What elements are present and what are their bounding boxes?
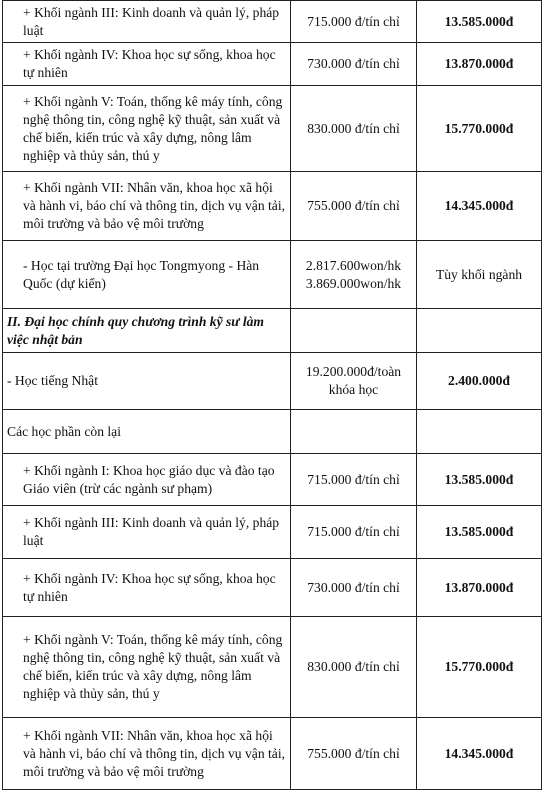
table-row xyxy=(3,172,542,241)
fee-per-credit-cell: 755.000 đ/tín chỉ xyxy=(291,172,417,241)
program-name-cell: Các học phần còn lại xyxy=(3,410,291,454)
program-name-cell: + Khối ngành VII: Nhân văn, khoa học xã hội và hành vi, báo chí và thông tin, dịch vụ vận tải, môi trường và bảo vệ môi trường xyxy=(3,172,291,241)
annual-fee-cell: 13.870.000đ xyxy=(417,43,542,86)
fee-per-credit-cell xyxy=(291,410,417,454)
annual-fee-cell: 13.585.000đ xyxy=(417,454,542,506)
program-name-cell: - Học tại trường Đại học Tongmyong - Hàn Quốc (dự kiến) xyxy=(3,241,291,309)
table-row xyxy=(3,410,542,454)
table-row xyxy=(3,617,542,718)
fee-line: 19.200.000đ/toàn xyxy=(305,364,402,379)
fee-per-credit-cell: 755.000 đ/tín chỉ xyxy=(291,718,417,790)
annual-fee-cell xyxy=(417,309,542,353)
table-row xyxy=(3,43,542,86)
table-row xyxy=(3,353,542,410)
table-row xyxy=(3,241,542,309)
table-row xyxy=(3,506,542,559)
fee-per-credit-cell: 830.000 đ/tín chỉ xyxy=(291,617,417,718)
program-name-cell: + Khối ngành IV: Khoa học sự sống, khoa học tự nhiên xyxy=(3,559,291,617)
program-name-cell: + Khối ngành V: Toán, thống kê máy tính, công nghệ thông tin, công nghệ kỹ thuật, sản xuất và chế biến, kiến trúc và xây dựng, nông lâm nghiệp và thủy sản, thú y xyxy=(3,86,291,172)
table-row xyxy=(3,454,542,506)
table-row xyxy=(3,1,542,43)
fee-per-semester-cell xyxy=(291,241,417,309)
annual-fee-cell: 15.770.000đ xyxy=(417,86,542,172)
program-name-cell: + Khối ngành IV: Khoa học sự sống, khoa học tự nhiên xyxy=(3,43,291,86)
annual-fee-cell: 14.345.000đ xyxy=(417,718,542,790)
fee-per-credit-cell xyxy=(291,309,417,353)
fee-per-credit-cell: 730.000 đ/tín chỉ xyxy=(291,43,417,86)
annual-fee-cell: 14.345.000đ xyxy=(417,172,542,241)
fee-per-credit-cell: 715.000 đ/tín chỉ xyxy=(291,1,417,43)
fee-line: 3.869.000won/hk xyxy=(305,275,402,291)
program-name-cell: + Khối ngành III: Kinh doanh và quản lý, pháp luật xyxy=(3,1,291,43)
fee-per-credit-cell: 830.000 đ/tín chỉ xyxy=(291,86,417,172)
fee-line: khóa học xyxy=(328,382,379,397)
tuition-fee-table xyxy=(2,0,542,790)
table-row xyxy=(3,718,542,790)
annual-fee-cell: Tùy khối ngành xyxy=(417,241,542,309)
annual-fee-cell: 15.770.000đ xyxy=(417,617,542,718)
annual-fee-cell xyxy=(417,410,542,454)
program-name-cell: + Khối ngành VII: Nhân văn, khoa học xã hội và hành vi, báo chí và thông tin, dịch vụ vận tải, môi trường và bảo vệ môi trường xyxy=(3,718,291,790)
program-name-cell: - Học tiếng Nhật xyxy=(3,353,291,410)
fee-per-credit-cell: 715.000 đ/tín chỉ xyxy=(291,454,417,506)
program-name-cell: + Khối ngành I: Khoa học giáo dục và đào tạo Giáo viên (trừ các ngành sư phạm) xyxy=(3,454,291,506)
fee-per-credit-cell: 730.000 đ/tín chỉ xyxy=(291,559,417,617)
annual-fee-cell: 2.400.000đ xyxy=(417,353,542,410)
fee-per-credit-cell: 715.000 đ/tín chỉ xyxy=(291,506,417,559)
table-row xyxy=(3,559,542,617)
annual-fee-cell: 13.870.000đ xyxy=(417,559,542,617)
section-header-row xyxy=(3,309,542,353)
fee-per-course-cell xyxy=(291,353,417,410)
fee-line: 2.817.600won/hk xyxy=(305,257,402,273)
program-name-cell: + Khối ngành V: Toán, thống kê máy tính, công nghệ thông tin, công nghệ kỹ thuật, sản xuất và chế biến, kiến trúc và xây dựng, nông lâm nghiệp và thủy sản, thú y xyxy=(3,617,291,718)
program-name-cell: + Khối ngành III: Kinh doanh và quản lý, pháp luật xyxy=(3,506,291,559)
section-title: II. Đại học chính quy chương trình kỹ sư làm việc nhật bản xyxy=(3,309,291,353)
annual-fee-cell: 13.585.000đ xyxy=(417,1,542,43)
table-row xyxy=(3,86,542,172)
annual-fee-cell: 13.585.000đ xyxy=(417,506,542,559)
